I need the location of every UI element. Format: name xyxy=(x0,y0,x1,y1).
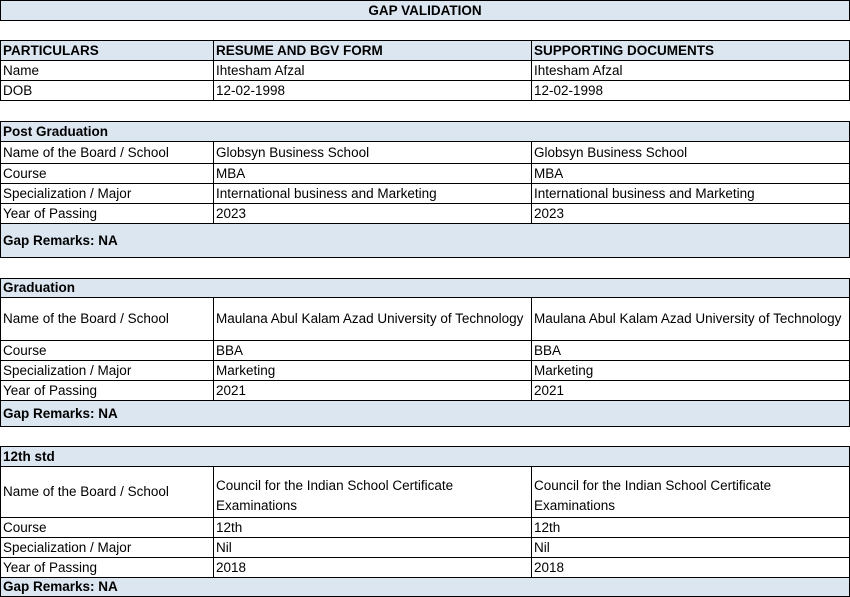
twelfth-spec-docs: Nil xyxy=(532,538,850,558)
pg-board-docs: Globsyn Business School xyxy=(532,142,850,164)
remarks-row xyxy=(0,578,850,597)
twelfth-year-docs: 2018 xyxy=(532,558,850,578)
name-resume: Ihtesham Afzal xyxy=(214,61,532,81)
grad-year-resume: 2021 xyxy=(214,381,532,401)
twelfth-board-docs: Council for the Indian School Certificate Examinations xyxy=(532,467,850,518)
grad-gap-remarks: Gap Remarks: NA xyxy=(0,401,850,427)
pg-course-resume: MBA xyxy=(214,164,532,184)
pg-year-resume: 2023 xyxy=(214,204,532,224)
pg-gap-remarks: Gap Remarks: NA xyxy=(0,224,850,258)
pg-course-label: Course xyxy=(0,164,214,184)
pg-spec-resume: International business and Marketing xyxy=(214,184,532,204)
post-graduation-heading: Post Graduation xyxy=(0,121,850,142)
grad-year-docs: 2021 xyxy=(532,381,850,401)
twelfth-course-label: Course xyxy=(0,518,214,538)
table-row xyxy=(0,361,850,381)
twelfth-course-docs: 12th xyxy=(532,518,850,538)
table-row xyxy=(0,341,850,361)
grad-spec-docs: Marketing xyxy=(532,361,850,381)
remarks-row xyxy=(0,401,850,427)
table-row xyxy=(0,142,850,164)
pg-year-label: Year of Passing xyxy=(0,204,214,224)
twelfth-board-resume: Council for the Indian School Certificate Examinations xyxy=(214,467,532,518)
remarks-row xyxy=(0,224,850,258)
grad-board-resume: Maulana Abul Kalam Azad University of Technology xyxy=(214,298,532,341)
name-docs: Ihtesham Afzal xyxy=(532,61,850,81)
sheet-title: GAP VALIDATION xyxy=(0,0,850,21)
twelfth-heading: 12th std xyxy=(0,446,850,467)
header-row xyxy=(0,40,850,61)
twelfth-gap-remarks: Gap Remarks: NA xyxy=(0,578,850,597)
table-row xyxy=(0,61,850,81)
section-row xyxy=(0,278,850,298)
header-supporting: SUPPORTING DOCUMENTS xyxy=(532,41,850,61)
header-resume: RESUME AND BGV FORM xyxy=(214,41,532,61)
table-row xyxy=(0,164,850,184)
twelfth-year-resume: 2018 xyxy=(214,558,532,578)
table-row xyxy=(0,518,850,538)
section-row xyxy=(0,121,850,142)
pg-course-docs: MBA xyxy=(532,164,850,184)
grad-course-label: Course xyxy=(0,341,214,361)
dob-resume: 12-02-1998 xyxy=(214,81,532,101)
table-row xyxy=(0,558,850,578)
pg-board-resume: Globsyn Business School xyxy=(214,142,532,164)
grad-course-resume: BBA xyxy=(214,341,532,361)
table-row xyxy=(0,467,850,518)
twelfth-board-label: Name of the Board / School xyxy=(0,467,214,518)
dob-label: DOB xyxy=(0,81,214,101)
table-row xyxy=(0,184,850,204)
table-row xyxy=(0,538,850,558)
title-row xyxy=(0,0,850,21)
table-row xyxy=(0,81,850,101)
name-label: Name xyxy=(0,61,214,81)
grad-board-label: Name of the Board / School xyxy=(0,298,214,341)
twelfth-course-resume: 12th xyxy=(214,518,532,538)
pg-spec-docs: International business and Marketing xyxy=(532,184,850,204)
header-particulars: PARTICULARS xyxy=(0,41,214,61)
twelfth-year-label: Year of Passing xyxy=(0,558,214,578)
pg-year-docs: 2023 xyxy=(532,204,850,224)
grad-board-docs: Maulana Abul Kalam Azad University of Technology xyxy=(532,298,850,341)
grad-spec-resume: Marketing xyxy=(214,361,532,381)
table-row xyxy=(0,204,850,224)
twelfth-spec-resume: Nil xyxy=(214,538,532,558)
grad-course-docs: BBA xyxy=(532,341,850,361)
grad-year-label: Year of Passing xyxy=(0,381,214,401)
graduation-heading: Graduation xyxy=(0,278,850,298)
pg-board-label: Name of the Board / School xyxy=(0,142,214,164)
table-row xyxy=(0,381,850,401)
dob-docs: 12-02-1998 xyxy=(532,81,850,101)
pg-spec-label: Specialization / Major xyxy=(0,184,214,204)
grad-spec-label: Specialization / Major xyxy=(0,361,214,381)
section-row xyxy=(0,446,850,467)
table-row xyxy=(0,298,850,341)
twelfth-spec-label: Specialization / Major xyxy=(0,538,214,558)
